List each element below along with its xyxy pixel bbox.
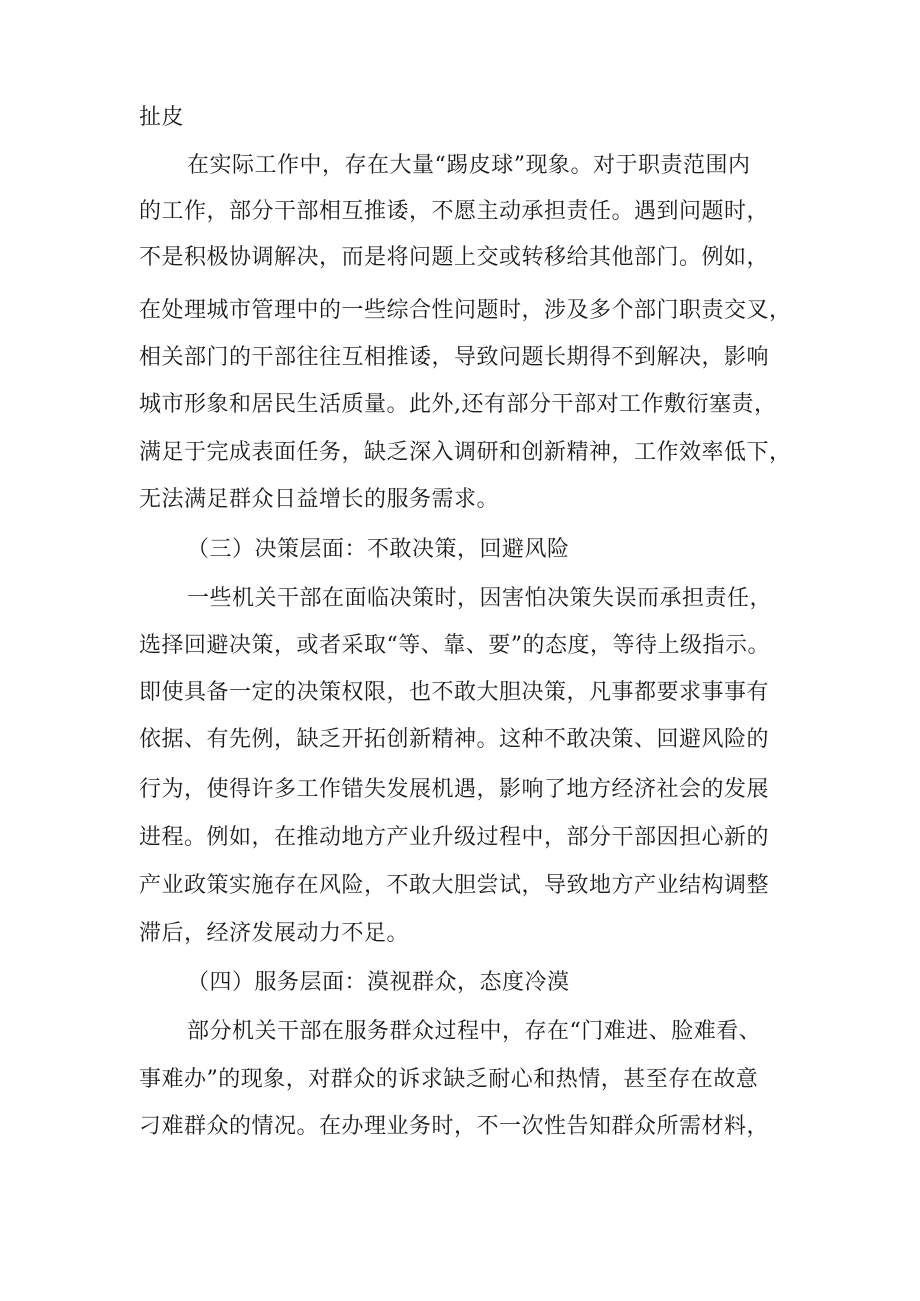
text-line: 行为，使得许多工作错失发展机遇，影响了地方经济社会的发展	[139, 777, 770, 802]
paragraph-start-line: 部分机关干部在服务群众过程中，存在“门难进、脸难看、	[187, 1019, 762, 1044]
text-line: 相关部门的干部往往互相推诿，导致问题长期得不到解决，影响	[139, 345, 770, 370]
text-line: 产业政策实施存在风险，不敢大胆尝试，导致地方产业结构调整	[139, 873, 770, 898]
text-line: 满足于完成表面任务，缺乏深入调研和创新精神，工作效率低下，	[139, 440, 792, 465]
text-line: 城市形象和居民生活质量。此外,还有部分干部对工作敷衍塞责，	[139, 392, 777, 417]
text-line: 即使具备一定的决策权限，也不敢大胆决策，凡事都要求事事有	[139, 680, 770, 705]
text-line: 刁难群众的情况。在办理业务时，不一次性告知群众所需材料，	[139, 1114, 770, 1139]
text-line: 进程。例如，在推动地方产业升级过程中，部分干部因担心新的	[139, 825, 770, 850]
text-line: 的工作，部分干部相互推诿，不愿主动承担责任。遇到问题时，	[139, 199, 770, 224]
paragraph-start-line: 在实际工作中，存在大量“踢皮球”现象。对于职责范围内	[187, 153, 751, 178]
text-line: 无法满足群众日益增长的服务需求。	[139, 487, 500, 512]
text-line: 滞后，经济发展动力不足。	[139, 921, 410, 946]
text-line: 选择回避决策，或者采取“等、靠、要”的态度，等待上级指示。	[139, 633, 770, 658]
section-heading-service: （四）服务层面：漠视群众，态度冷漠	[187, 970, 570, 995]
text-line: 扯皮	[139, 105, 185, 130]
text-line: 事难办”的现象，对群众的诉求缺乏耐心和热情，甚至存在故意	[139, 1067, 759, 1092]
text-line: 不是积极协调解决，而是将问题上交或转移给其他部门。例如，	[139, 245, 770, 270]
text-line: 在处理城市管理中的一些综合性问题时，涉及多个部门职责交叉，	[139, 298, 792, 323]
paragraph-start-line: 一些机关干部在面临决策时，因害怕决策失误而承担责任，	[187, 586, 773, 611]
section-heading-decision: （三）决策层面：不敢决策，回避风险	[187, 537, 570, 562]
text-line: 依据、有先例，缺乏开拓创新精神。这种不敢决策、回避风险的	[139, 727, 770, 752]
